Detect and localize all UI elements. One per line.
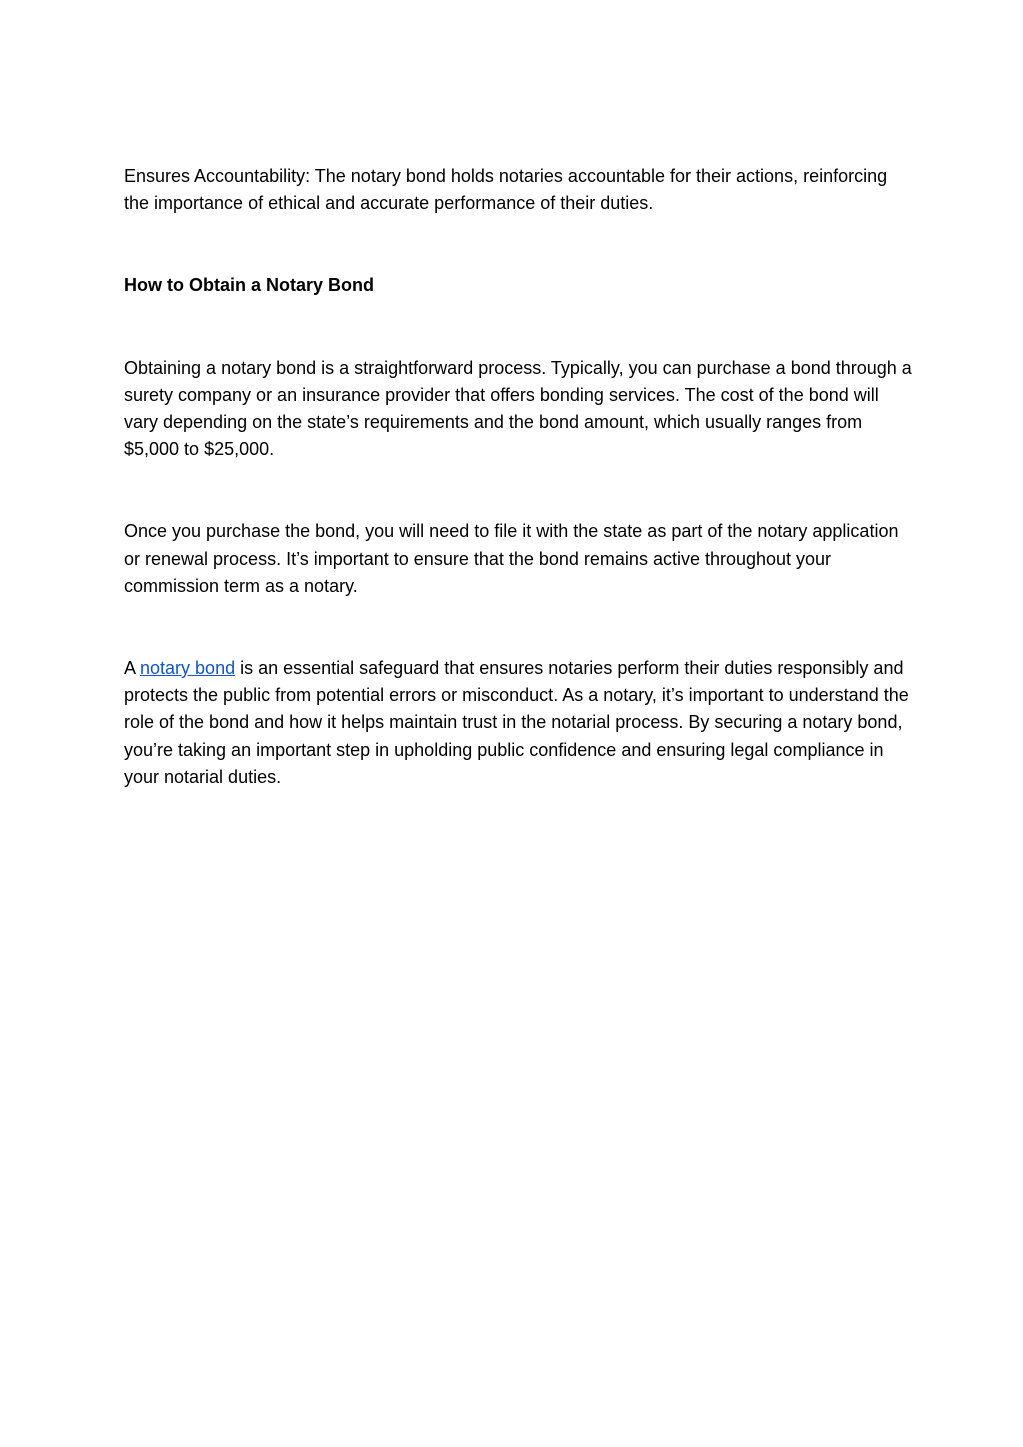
notary-bond-link[interactable]: notary bond bbox=[140, 658, 236, 679]
conclusion-text: is an essential safeguard that ensures notaries perform their duties responsibly and protects the public from potential errors or misconduct. As a notary, it’s important to understand the role of the bond and how it helps maintain trust in the notarial process. By securing a notary bond, you’re taking an important step in upholding public confidence and ensuring legal compliance in your notarial duties. bbox=[124, 658, 909, 787]
document-page bbox=[124, 163, 914, 791]
filing-paragraph: Once you purchase the bond, you will need to file it with the state as part of the notary application or renewal process. It’s important to ensure that the bond remains active throughout your commission term as a notary. bbox=[124, 521, 899, 596]
obtaining-paragraph: Obtaining a notary bond is a straightforward process. Typically, you can purchase a bond through a surety company or an insurance provider that offers bonding services. The cost of the bond will vary depending on the state’s requirements and the bond amount, which usually ranges from $5,000 to $25,000. bbox=[124, 357, 912, 460]
accountability-paragraph: Ensures Accountability: The notary bond holds notaries accountable for their actions, reinforcing the importance of ethical and accurate performance of their duties. bbox=[124, 166, 888, 214]
section-heading-obtain-bond: How to Obtain a Notary Bond bbox=[124, 275, 374, 296]
conclusion-prefix: A bbox=[124, 658, 141, 679]
conclusion-paragraph bbox=[124, 655, 914, 791]
